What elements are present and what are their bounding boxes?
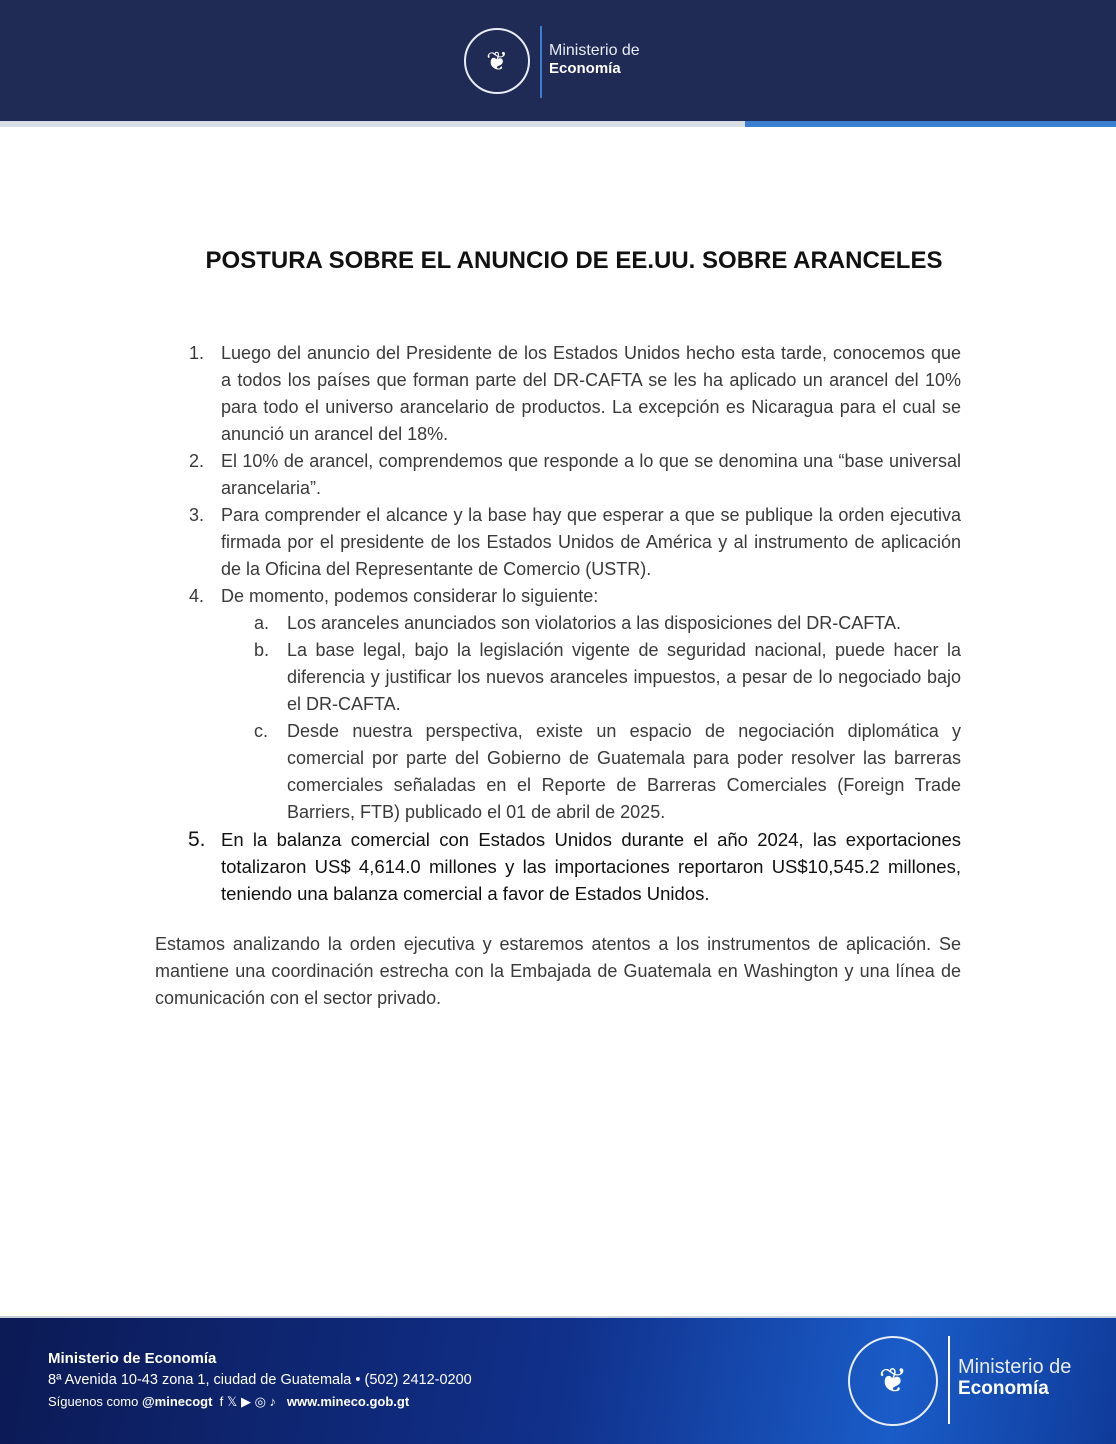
ministry-name-line2: Economía — [549, 60, 621, 77]
closing-paragraph: Estamos analizando la orden ejecutiva y estaremos atentos a los instrumentos de aplicación. Se mantiene una coordinación estrecha con la Embajada de Guatemala en Washington y una línea de comunicación con el sector privado. — [155, 934, 961, 1008]
footer-address: 8ª Avenida 10-43 zona 1, ciudad de Guatemala • (502) 2412-0200 — [48, 1372, 472, 1388]
list-item: 2. El 10% de arancel, comprendemos que responde a lo que se denomina una “base universal arancelaria”. — [189, 451, 961, 498]
list-item: 4. De momento, podemos considerar lo siguiente: — [189, 586, 599, 606]
guatemala-seal-icon: ❦ — [848, 1336, 938, 1426]
list-item: 3. Para comprender el alcance y la base hay que esperar a que se publique la orden ejecutiva firmada por el presidente de los Estados Unidos de América y al instrumento de aplicación de la Oficina del Representante de Comercio (USTR). — [189, 505, 961, 579]
sub-list-item: b. La base legal, bajo la legislación vigente de seguridad nacional, puede hacer la diferencia y justificar los nuevos aranceles impuestos, a pesar de lo negociado bajo el DR-CAFTA. — [254, 640, 961, 714]
footer-ministry-line2: Economía — [958, 1378, 1049, 1399]
logo-divider — [540, 26, 542, 98]
website-link[interactable]: www.mineco.gob.gt — [286, 1394, 410, 1409]
footer-social: Síguenos como @minecogt f 𝕏 ▶ ◎ ♪ www.mineco.gob.gt — [48, 1394, 410, 1409]
sub-list-item: a. Los aranceles anunciados son violatorios a las disposiciones del DR-CAFTA. — [254, 613, 901, 633]
points-list — [155, 340, 961, 907]
ministry-name-line1: Ministerio de — [549, 42, 640, 59]
social-handle[interactable]: @minecogt — [141, 1394, 213, 1409]
social-icons[interactable]: f 𝕏 ▶ ◎ ♪ — [219, 1394, 277, 1409]
footer-name: Ministerio de Economía — [48, 1350, 217, 1367]
guatemala-seal-icon: ❦ — [464, 28, 530, 94]
list-item: 1. Luego del anuncio del Presidente de los Estados Unidos hecho esta tarde, conocemos que a todos los países que forman parte del DR-CAFTA se les ha aplicado un arancel del 10% para todo el universo arancelario de productos. La excepción es Nicaragua para el cual se anunció un arancel del 18%. — [189, 343, 961, 444]
logo-divider — [948, 1336, 950, 1424]
footer-ministry-line1: Ministerio de — [958, 1356, 1072, 1378]
page-title: POSTURA SOBRE EL ANUNCIO DE EE.UU. SOBRE ARANCELES — [205, 247, 943, 274]
header-accent — [745, 121, 1116, 127]
list-item: 5. En la balanza comercial con Estados Unidos durante el año 2024, las exportaciones totalizaron US$ 4,614.0 millones y las importaciones reportaron US$10,545.2 millones, teniendo una balanza comercial a favor de Estados Unidos. — [188, 828, 961, 904]
sub-list-item: c. Desde nuestra perspectiva, existe un espacio de negociación diplomática y comercial por parte del Gobierno de Guatemala para poder resolver las barreras comerciales señaladas en el Reporte de Barreras Comerciales (Foreign Trade Barriers, FTB) publicado el 01 de abril de 2025. — [254, 721, 961, 822]
